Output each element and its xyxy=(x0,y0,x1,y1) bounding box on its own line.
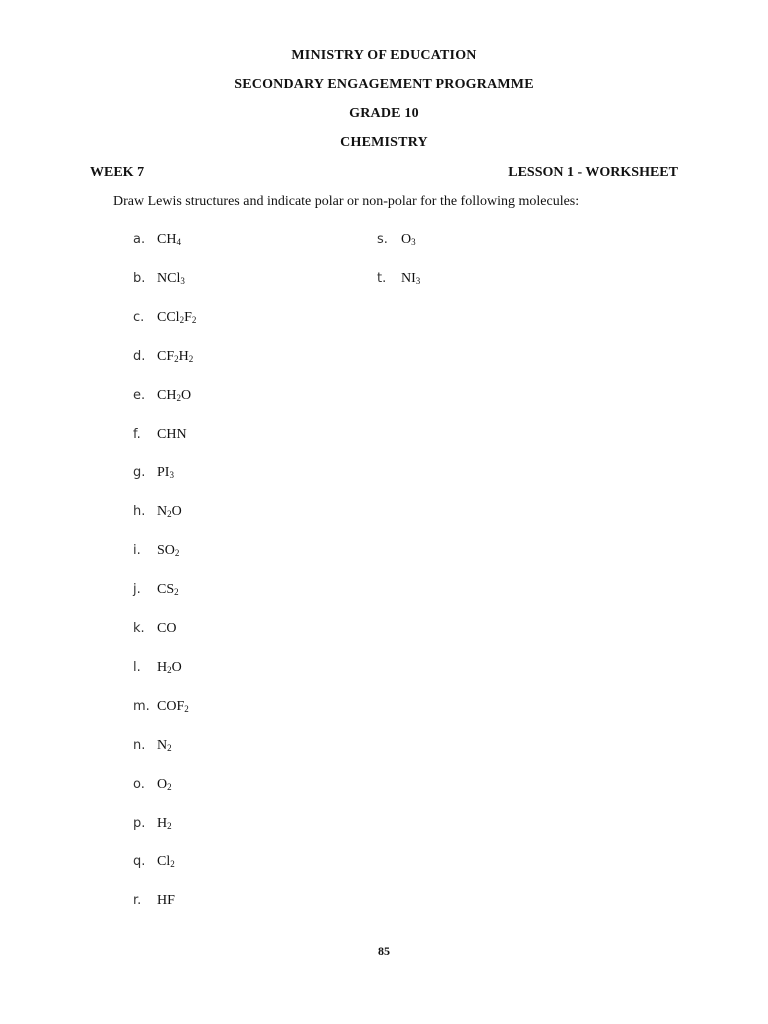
list-marker: j. xyxy=(133,582,141,598)
molecule-formula: $N_2O$ xyxy=(157,504,182,520)
molecule-formula: $H_2O$ xyxy=(157,659,182,675)
molecule-item xyxy=(377,232,416,248)
molecule-formula: $N_2$ xyxy=(157,737,172,753)
week-label: WEEK 7 xyxy=(90,165,145,180)
list-marker: c. xyxy=(133,309,145,325)
list-marker: f. xyxy=(133,426,141,442)
molecule-formula: NCl$_3$ xyxy=(157,270,185,286)
molecule-item xyxy=(133,427,187,443)
molecule-formula: $Cl_2$ xyxy=(157,854,175,870)
molecule-formula: $CH_2O$ xyxy=(157,387,192,403)
list-marker: g. xyxy=(133,465,146,481)
list-marker: h. xyxy=(133,504,146,520)
instructions: Draw Lewis structures and indicate polar or non-polar for the following molecules: xyxy=(113,194,580,209)
list-marker: s. xyxy=(377,232,388,247)
list-marker: r. xyxy=(133,893,142,909)
molecule-formula: HF xyxy=(157,893,175,909)
molecule-formula: $CF_2H_2$ xyxy=(157,348,194,364)
molecule-item xyxy=(133,738,172,754)
list-marker: b. xyxy=(133,270,146,286)
molecule-item xyxy=(133,854,175,870)
list-marker: m. xyxy=(133,698,150,714)
molecule-item xyxy=(133,816,172,832)
grade-heading: GRADE 10 xyxy=(349,106,419,121)
list-marker: o. xyxy=(133,776,145,792)
molecule-formula: $SO_2$ xyxy=(157,543,180,559)
molecule-item xyxy=(133,582,179,598)
molecule-formula: CHN xyxy=(157,426,187,442)
list-marker: d. xyxy=(133,348,146,364)
molecule-item xyxy=(133,349,193,365)
molecule-item xyxy=(133,893,175,909)
molecule-formula: $COF_2$ xyxy=(157,698,189,714)
molecule-formula: $CCl_2F_2$ xyxy=(157,309,197,325)
list-marker: e. xyxy=(133,387,146,403)
list-marker: t. xyxy=(377,270,387,286)
list-marker: a. xyxy=(133,232,146,247)
molecule-item xyxy=(133,543,179,559)
molecule-formula: $CH_4$ xyxy=(157,232,181,247)
lesson-label: LESSON 1 - WORKSHEET xyxy=(508,165,678,180)
molecule-formula: $NI_3$ xyxy=(401,270,421,286)
molecule-item xyxy=(133,699,189,715)
molecule-item xyxy=(133,621,176,637)
list-marker: k. xyxy=(133,621,145,636)
page-number: 85 xyxy=(378,944,390,958)
ministry-heading: MINISTRY OF EDUCATION xyxy=(291,48,477,63)
list-marker: q. xyxy=(133,854,146,870)
subject-heading: CHEMISTRY xyxy=(340,135,428,150)
molecule-item xyxy=(133,660,182,676)
molecule-item xyxy=(133,271,185,287)
molecule-item xyxy=(133,232,181,248)
molecule-item xyxy=(133,465,174,481)
list-marker: i. xyxy=(133,543,141,559)
molecule-formula: $O_2$ xyxy=(157,776,172,792)
molecule-item xyxy=(133,388,191,404)
list-marker: l. xyxy=(133,659,141,675)
molecule-formula: $PI_3$ xyxy=(157,465,174,481)
molecule-item xyxy=(133,310,196,326)
molecule-formula: CO xyxy=(157,621,177,636)
molecule-item xyxy=(377,271,420,287)
molecule-formula: $O_3$ xyxy=(401,232,416,247)
molecule-formula: $CS_2$ xyxy=(157,582,179,598)
programme-heading: SECONDARY ENGAGEMENT PROGRAMME xyxy=(234,77,534,92)
molecule-item xyxy=(133,777,172,793)
molecule-formula: $H_2$ xyxy=(157,815,172,831)
molecule-item xyxy=(133,504,182,520)
list-marker: p. xyxy=(133,815,146,831)
list-marker: n. xyxy=(133,737,146,753)
